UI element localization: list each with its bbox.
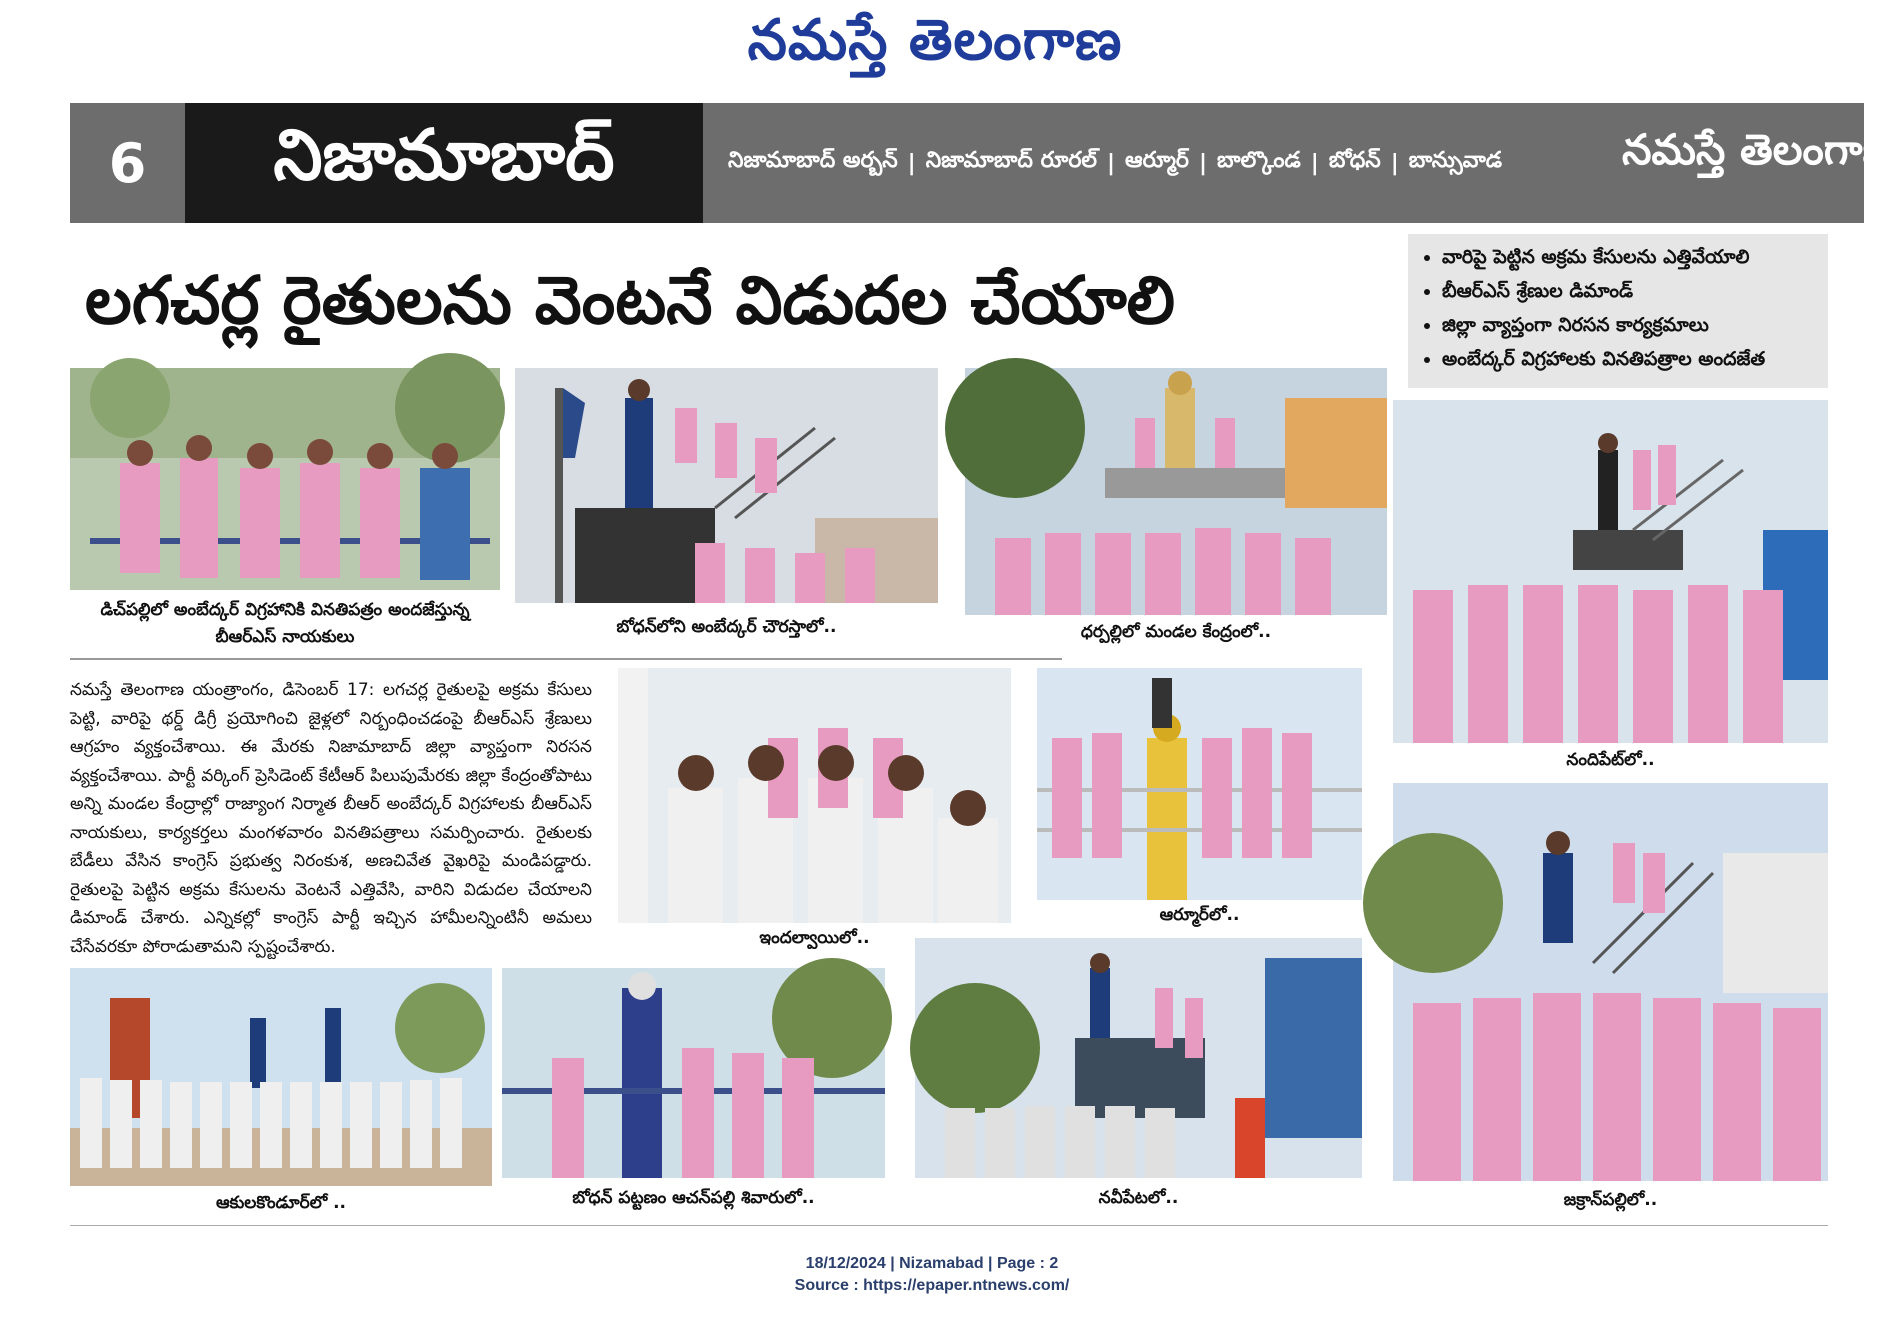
highlight-item: • అంబేద్కర్ విగ్రహాలకు వినతిపత్రాల అందజేత [1442, 342, 1818, 376]
area-item: బాల్కొండ [1217, 148, 1301, 173]
area-item: నిజామాబాద్ అర్బన్ [728, 148, 898, 173]
photo-navipet [915, 938, 1362, 1178]
photo-caption: బీఆర్ఎస్ నాయకులు [215, 627, 355, 647]
page-bottom-divider [70, 1225, 1828, 1226]
photo-bodhan-town [502, 968, 885, 1178]
article-body: నమస్తే తెలంగాణ యంత్రాంగం, డిసెంబర్ 17: లగచర్ల రైతులపై అక్రమ కేసులు పెట్టి, వారిపై థర్డ్ డిగ్రీ ప్రయోగించి జైళ్లలో నిర్బంధించడంపై బీఆర్ఎస్ శ్రేణులు ఆగ్రహం వ్యక్తంచేశాయి. ఈ మేరకు నిజామాబాద్ జిల్లా వ్యాప్తంగా నిరసన వ్యక్తంచేశాయి. పార్టీ వర్కింగ్ ప్రెసిడెంట్ కేటీఆర్ పిలుపుమేరకు జిల్లా కేంద్రంతోపాటు అన్ని మండల కేంద్రాల్లో రాజ్యాంగ నిర్మాత బీఆర్ అంబేద్కర్ విగ్రహాలకు బీఆర్ఎస్ నాయకులు, కార్యకర్తలు మంగళవారం వినతిపత్రాలు సమర్పించారు. రైతులకు బేడీలు వేసిన కాంగ్రెస్ ప్రభుత్వ నిరంకుశ, అణచివేత వైఖరిపై మండిపడ్డారు. రైతులపై పెట్టిన అక్రమ కేసులను వెంటనే ఎత్తివేసి, వారిని విడుదల చేయాలని డిమాండ్ చేశారు. ఎన్నికల్లో కాంగ్రెస్ పార్టీ ఇచ్చిన హామీలన్నింటినీ అమలు చేసేవరకూ పోరాడుతామని స్పష్టంచేశారు. [70, 680, 592, 957]
highlight-item: • బీఆర్ఎస్ శ్రేణుల డిమాండ్ [1442, 274, 1818, 308]
section-divider [70, 658, 1062, 660]
photo-caption: జక్రాన్‌పల్లిలో.. [1563, 1190, 1658, 1210]
highlights-box [1408, 234, 1828, 388]
photo-caption: నందిపేట్‌లో.. [1566, 750, 1655, 770]
area-list: నిజామాబాద్ అర్బన్ | నిజామాబాద్ రూరల్ | ఆర్మూర్ | బాల్కొండ | బోధన్ | బాన్సువాడ [728, 138, 1568, 188]
photo-caption: ధర్పల్లిలో మండల కేంద్రంలో.. [1080, 622, 1272, 642]
photo-nandipet [1393, 400, 1828, 743]
photo-caption: ఆకులకొండూర్‌లో .. [215, 1193, 347, 1213]
area-item: బోధన్ [1328, 148, 1381, 173]
article-headline: లగచర్ల రైతులను వెంటనే విడుదల చేయాలి [85, 262, 1176, 339]
photo-dichpally [70, 368, 500, 590]
photo-jakranpally [1393, 783, 1828, 1181]
area-item: ఆర్మూర్ [1125, 148, 1189, 173]
photo-caption: డిచ్‌పల్లిలో అంబేద్కర్ విగ్రహానికి వినతిపత్రం అందజేస్తున్న [100, 600, 470, 620]
photo-dharpally [965, 368, 1387, 615]
highlight-item: • వారిపై పెట్టిన అక్రమ కేసులను ఎత్తివేయాలి [1442, 240, 1818, 274]
section-city-title: నిజామాబాద్ [185, 103, 703, 223]
area-item: బాన్సువాడ [1408, 148, 1503, 173]
photo-caption: ఇందల్వాయిలో.. [759, 928, 870, 948]
footer-source: Source : https://epaper.ntnews.com/ [794, 1277, 1070, 1294]
photo-caption: బోధన్‌లోని అంబేద్కర్ చౌరస్తాలో.. [616, 617, 837, 637]
highlight-item: • జిల్లా వ్యాప్తంగా నిరసన కార్యక్రమాలు [1442, 308, 1818, 342]
page-number: 6 [108, 131, 147, 195]
newspaper-masthead: నమస్తే తెలంగాణ [747, 8, 1123, 73]
photo-bodhan-chowrasta [515, 368, 938, 603]
photo-indalwai [618, 668, 1011, 923]
footer-dateline: 18/12/2024 | Nizamabad | Page : 2 [805, 1255, 1059, 1272]
photo-caption: నవీపేటలో.. [1098, 1188, 1179, 1208]
photo-caption: బోధన్ పట్టణం ఆచన్‌పల్లి శివారులో.. [572, 1188, 815, 1208]
area-item: నిజామాబాద్ రూరల్ [925, 148, 1097, 173]
photo-akulakondur [70, 968, 492, 1186]
photo-armoor [1037, 668, 1362, 900]
photo-caption: ఆర్మూర్‌లో.. [1159, 905, 1240, 925]
band-brand-logo: నమస్తే తెలంగాణ [1622, 125, 1897, 174]
